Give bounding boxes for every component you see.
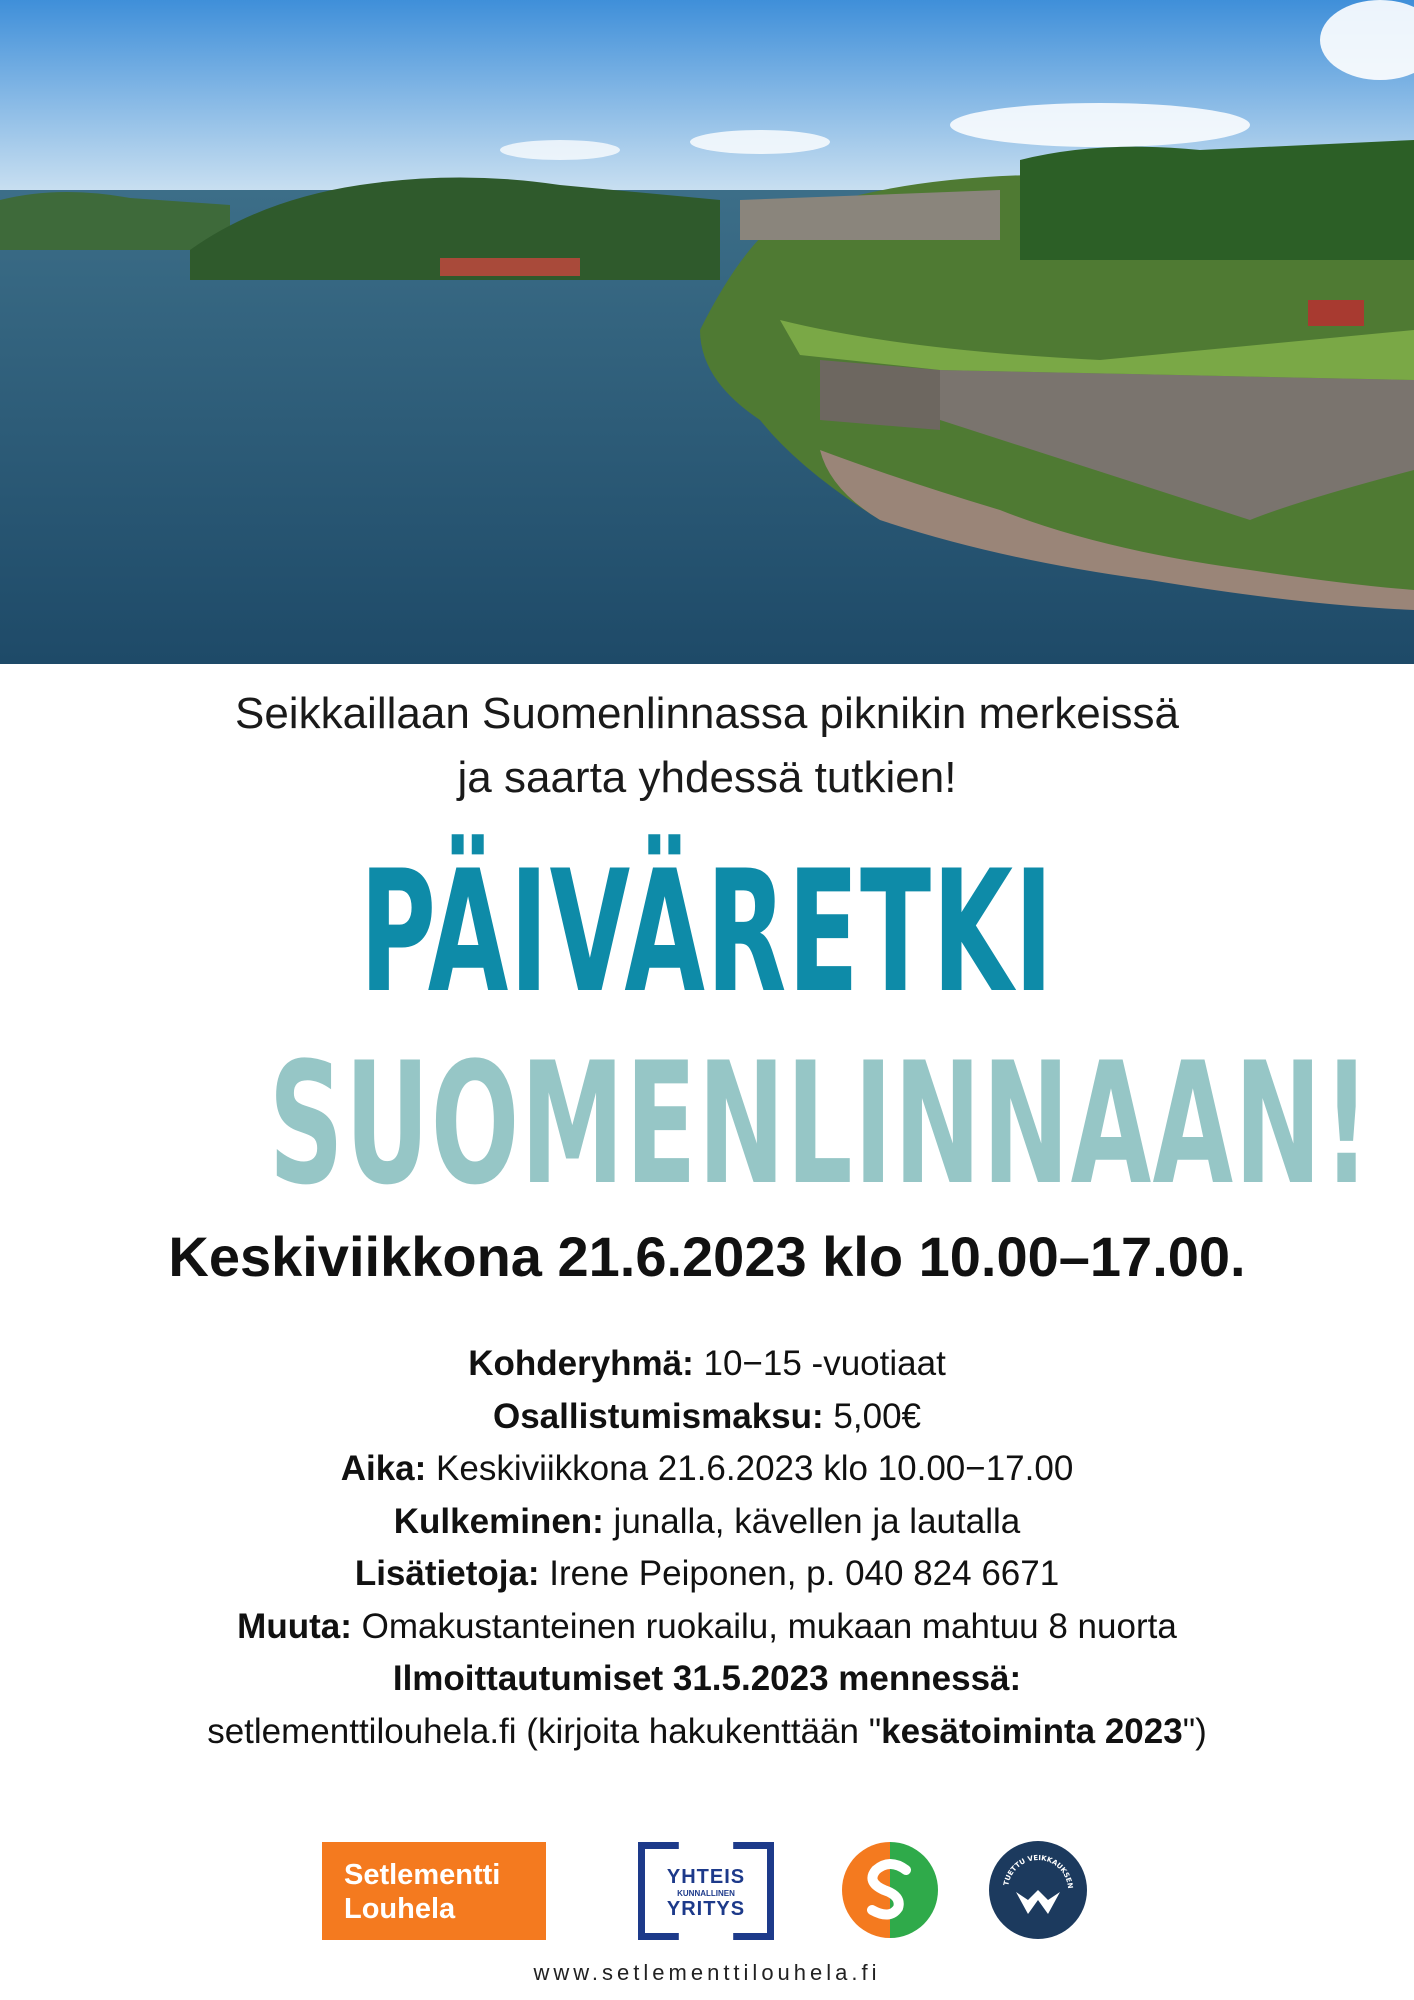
signup-keyword: kesätoiminta 2023 (881, 1711, 1183, 1751)
logo-line-2: KUNNALLINEN (677, 1889, 735, 1898)
detail-value: Omakustanteinen ruokailu, mukaan mahtuu 8 nuorta (351, 1606, 1177, 1646)
suomenlinna-photo (0, 0, 1414, 664)
signup-instructions (0, 1706, 1414, 1759)
detail-info (0, 1548, 1414, 1601)
detail-value: 10−15 -vuotiaat (693, 1344, 946, 1383)
detail-fee (0, 1391, 1414, 1444)
detail-label: Lisätietoja: (354, 1554, 540, 1593)
detail-value: junalla, kävellen ja lautalla (603, 1501, 1021, 1541)
veikkaus-text: TUETTU VEIKKAUKSEN (1002, 1853, 1075, 1890)
setlementti-s-icon (840, 1840, 940, 1940)
event-details (0, 1338, 1414, 1758)
detail-target-group (0, 1338, 1414, 1391)
detail-time (0, 1443, 1414, 1496)
sponsor-logos (0, 1838, 1414, 1942)
detail-label: Kohderyhmä: (468, 1344, 694, 1383)
website-url: www.setlementtilouhela.fi (533, 1960, 881, 1985)
detail-label: Muuta: (237, 1606, 352, 1646)
veikkaus-logo (988, 1840, 1088, 1940)
detail-other (0, 1601, 1414, 1654)
detail-label: Osallistumismaksu: (492, 1396, 824, 1436)
detail-label: Kulkeminen: (393, 1501, 604, 1541)
detail-label: Ilmoittautumiset 31.5.2023 mennessä: (392, 1659, 1022, 1698)
headline-line-1: PÄIVÄRETKI (359, 834, 1055, 1030)
logo-line-1: YHTEIS (666, 1866, 746, 1888)
detail-value: 5,00€ (823, 1396, 921, 1436)
intro-text (0, 682, 1414, 810)
yhteiskunnallinen-yritys-logo (638, 1842, 774, 1940)
headline-line-2: SUOMENLINNAAN! (268, 1026, 1372, 1222)
detail-value: Keskiviikkona 21.6.2023 klo 10.00−17.00 (426, 1449, 1074, 1488)
intro-line-2: ja saarta yhdessä tutkien! (457, 753, 957, 802)
date-line: Keskiviikkona 21.6.2023 klo 10.00–17.00. (168, 1225, 1246, 1288)
setlementti-louhela-logo (322, 1842, 546, 1940)
logo-line-3: YRITYS (666, 1898, 746, 1920)
detail-value: Irene Peiponen, p. 040 824 6671 (539, 1554, 1060, 1593)
detail-signup-deadline (0, 1653, 1414, 1706)
signup-prefix: setlementtilouhela.fi (kirjoita hakukenttään " (207, 1711, 882, 1751)
logo-line-2: Louhela (344, 1893, 456, 1925)
detail-label: Aika: (340, 1449, 427, 1488)
detail-travel (0, 1496, 1414, 1549)
signup-suffix: ") (1182, 1711, 1207, 1751)
logo-line-1: Setlementti (344, 1859, 501, 1891)
intro-line-1: Seikkaillaan Suomenlinnassa piknikin merkeissä (234, 689, 1180, 738)
